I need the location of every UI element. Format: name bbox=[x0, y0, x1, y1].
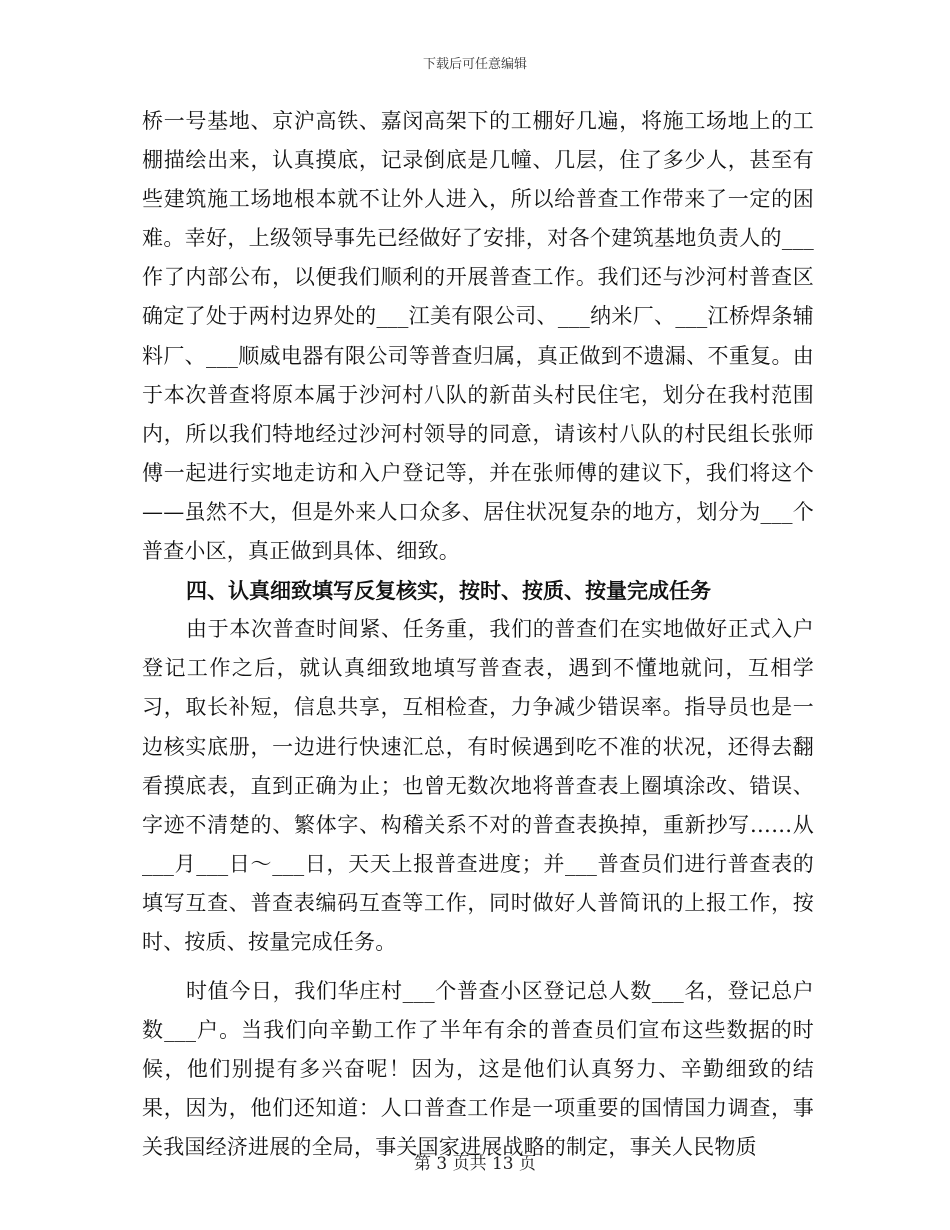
page-header: 下载后可任意编辑 bbox=[422, 57, 527, 72]
paragraph-form-filling: 由于本次普查时间紧、任务重，我们的普查们在实地做好正式入户登记工作之后，就认真细致地填写普查表，遇到不懂地就问，互相学习，取长补短，信息共享，互相检查，力争减少错误率。指导员也是一边核实底册，一边进行快速汇总，有时候遇到吃不准的状况，还得去翻看摸底表，直到正确为止；也曾无数次地将普查表上圈填涂改、错误、字迹不清楚的、繁体字、构稽关系不对的普查表换掉，重新抄写……从___月___日～___日，天天上报普查进度；并___普查员们进行普查表的填写互查、普查表编码互查等工作，同时做好人普简讯的上报工作，按时、按质、按量完成任务。 bbox=[142, 617, 814, 954]
paragraph-results: 时值今日，我们华庄村___个普查小区登记总人数___名，登记总户数___户。当我们向辛勤工作了半年有余的普查员们宣布这些数据的时候，他们别提有多兴奋呢！因为，这是他们认真努力、辛勤细致的结果，因为，他们还知道：人口普查工作是一项重要的国情国力调查，事关我国经济进展的全局，事关国家进展战略的制定，事关人民物质 bbox=[142, 979, 814, 1160]
page-footer: 第 3 页共 13 页 bbox=[413, 1154, 537, 1174]
section-heading-four: 四、认真细致填写反复核实，按时、按质、按量完成任务 bbox=[186, 578, 711, 604]
document-body bbox=[142, 102, 814, 1168]
paragraph-census-survey: 桥一号基地、京沪高铁、嘉闵高架下的工棚好几遍，将施工场地上的工棚描绘出来，认真摸底，记录倒底是几幢、几层，住了多少人，甚至有些建筑施工场地根本就不让外人进入，所以给普查工作带来了一定的困难。幸好，上级领导事先已经做好了安排，对各个建筑基地负责人的___作了内部公布，以便我们顺利的开展普查工作。我们还与沙河村普查区确定了处于两村边界处的___江美有限公司、___纳米厂、___江桥焊条辅料厂、___顺威电器有限公司等普查归属，真正做到不遗漏、不重复。由于本次普查将原本属于沙河村八队的新苗头村民住宅，划分在我村范围内，所以我们特地经过沙河村领导的同意，请该村八队的村民组长张师傅一起进行实地走访和入户登记等，并在张师傅的建议下，我们将这个——虽然不大，但是外来人口众多、居住状况复杂的地方，划分为___个普查小区，真正做到具体、细致。 bbox=[142, 109, 814, 564]
